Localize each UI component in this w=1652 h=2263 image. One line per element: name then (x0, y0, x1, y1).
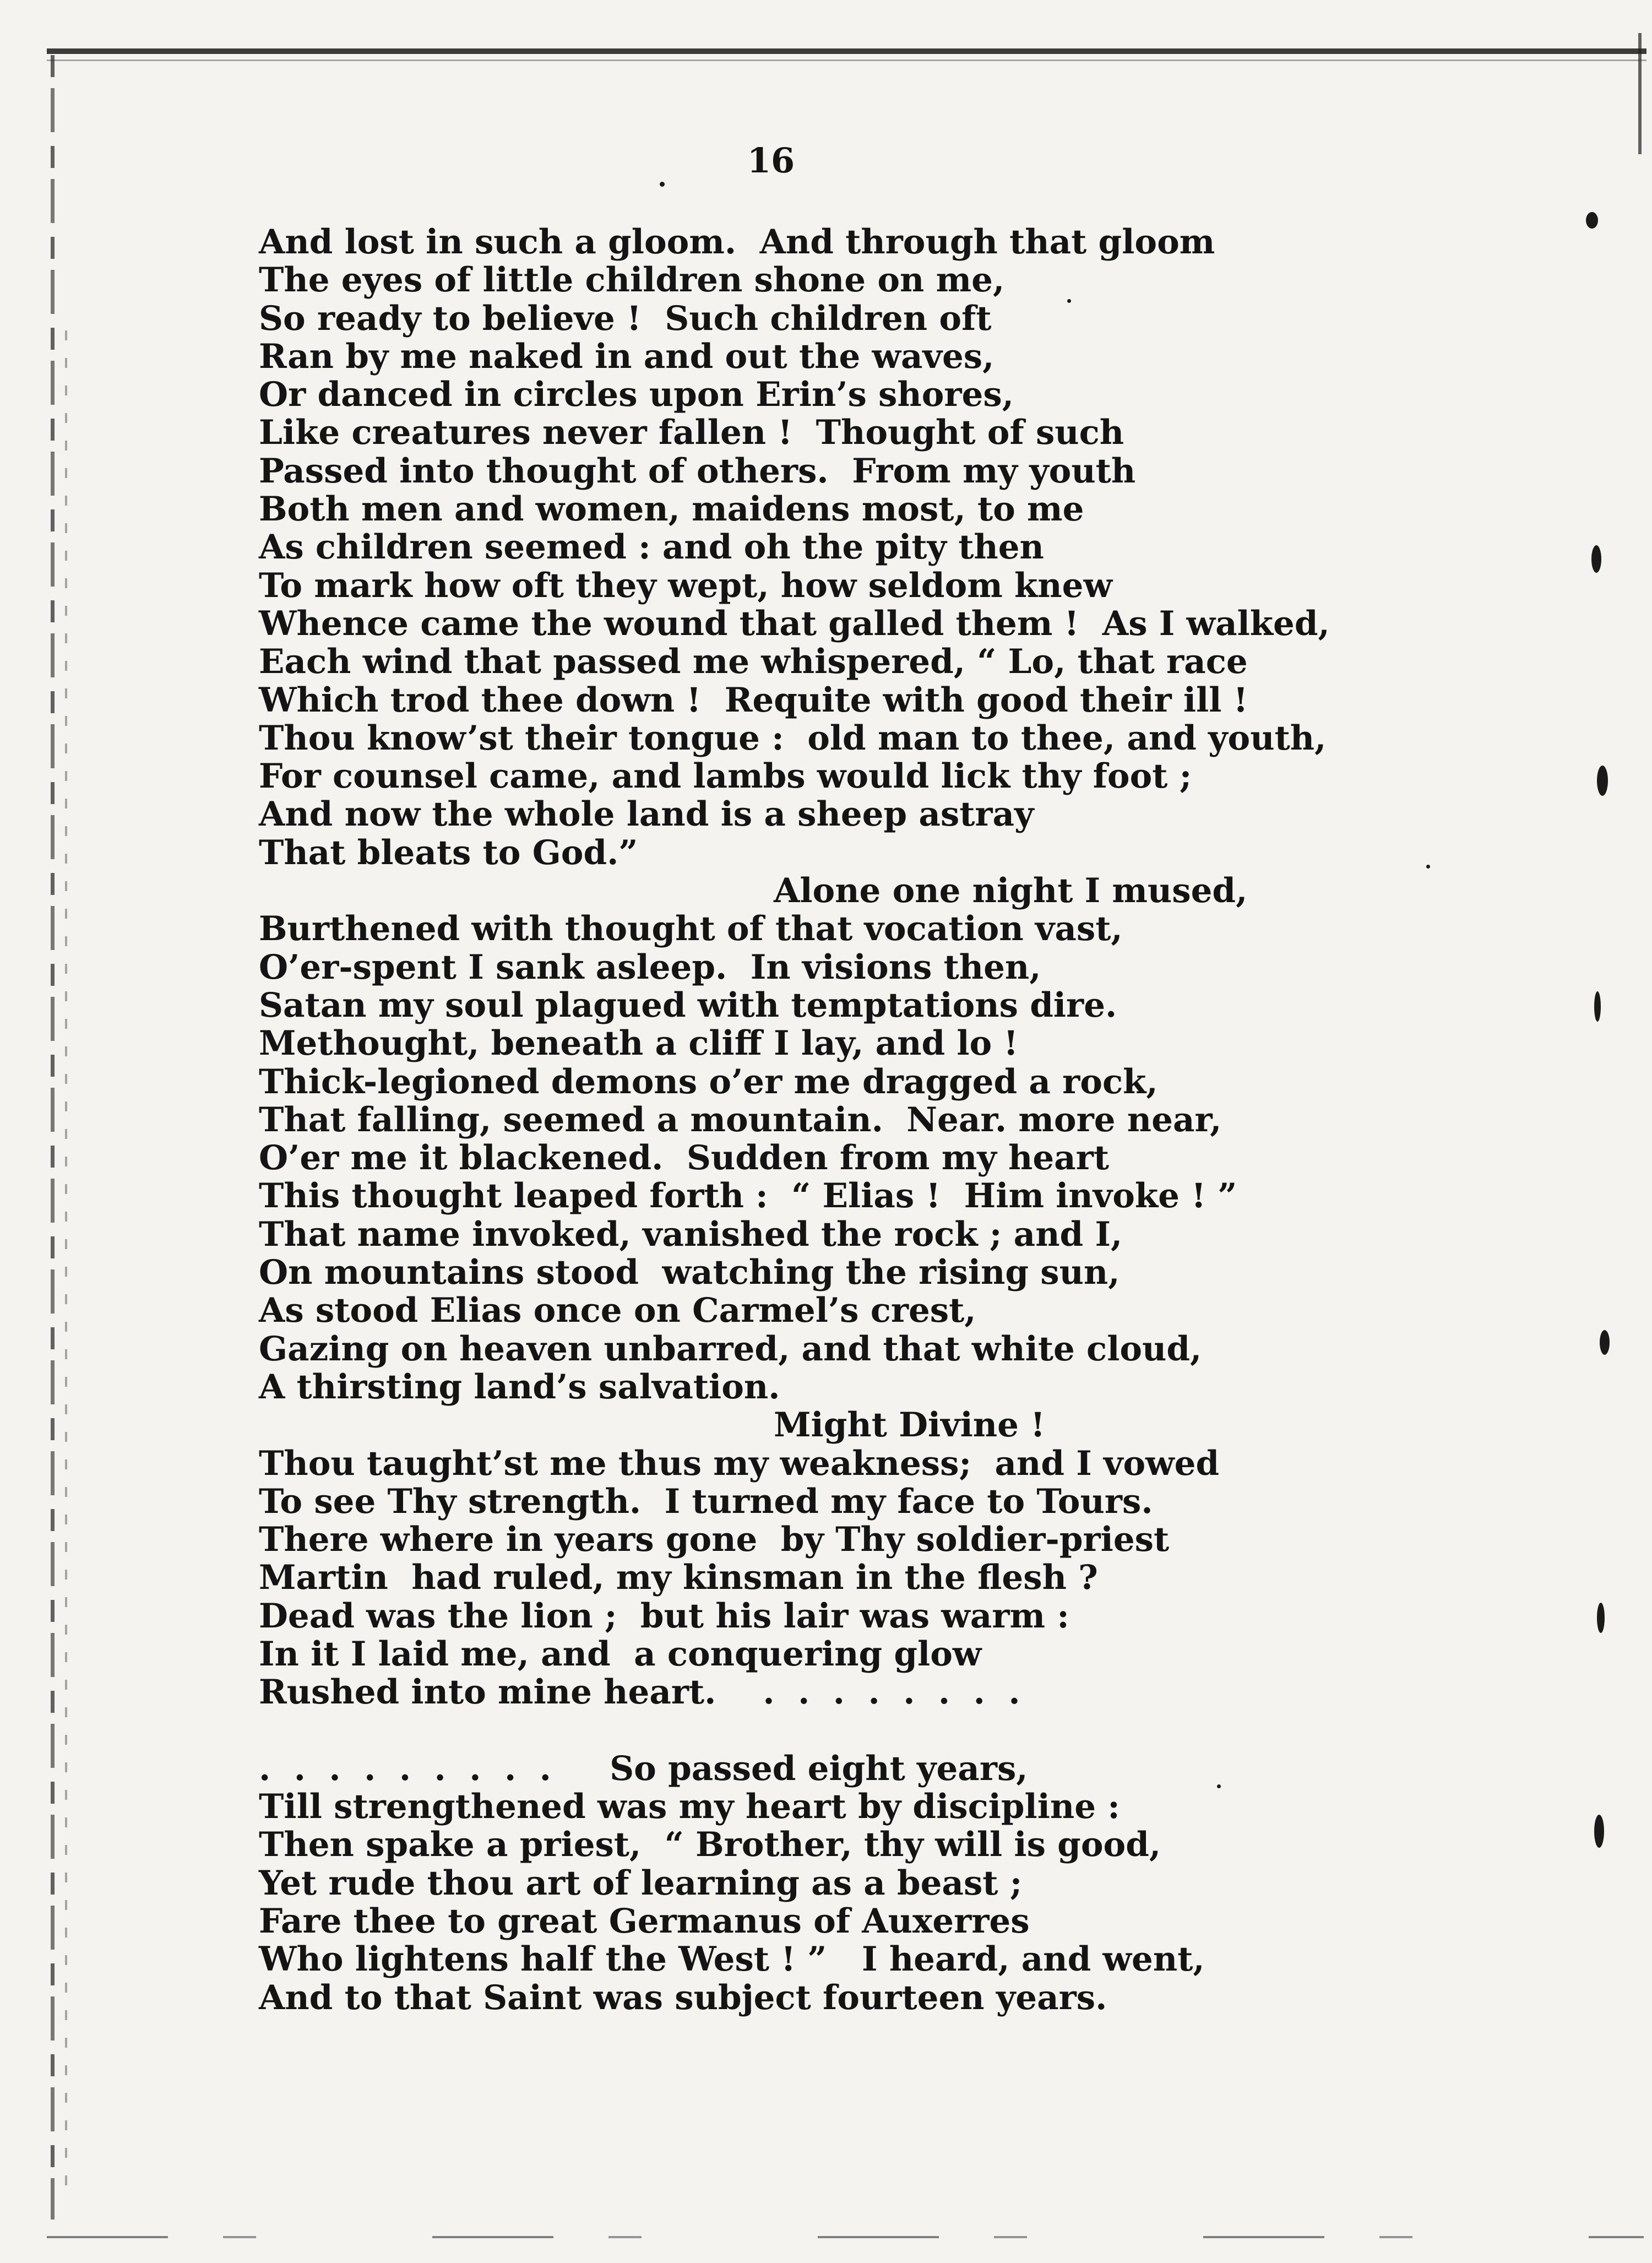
poem-line: And to that Saint was subject fourteen years. (259, 1978, 1107, 2017)
ink-speck (1586, 212, 1598, 229)
poem-line: Whence came the wound that galled them ! As I walked, (259, 604, 1330, 643)
poem-line: Both men and women, maidens most, to me (259, 490, 1084, 529)
poem-line: There where in years gone by Thy soldier-priest (259, 1520, 1170, 1560)
ink-speck (1426, 865, 1430, 869)
poem-line: Or danced in circles upon Erin’s shores, (259, 375, 1014, 415)
poem-line: Thick-legioned demons o’er me dragged a rock, (259, 1062, 1158, 1101)
poem-line: Yet rude thou art of learning as a beast ; (259, 1863, 1023, 1903)
poem-line: O’er-spent I sank asleep. In visions then, (259, 947, 1041, 987)
poem-line: So ready to believe ! Such children oft (259, 299, 992, 338)
poem-line: Then spake a priest, “ Brother, thy will is good, (259, 1825, 1161, 1865)
poem-line: Which trod thee down ! Requite with good their ill ! (259, 680, 1248, 720)
poem-line: Each wind that passed me whispered, “ Lo, that race (259, 642, 1248, 682)
poem-line: Burthened with thought of that vocation vast, (259, 909, 1123, 949)
poem-line: Ran by me naked in and out the waves, (259, 337, 995, 376)
poem-line: Like creatures never fallen ! Thought of such (259, 413, 1124, 453)
poem-line: Rushed into mine heart. . . . . . . . . (259, 1673, 1020, 1712)
ink-speck (660, 182, 665, 187)
ink-speck (1597, 1603, 1605, 1633)
poem-line: Passed into thought of others. From my youth (259, 451, 1136, 491)
page-gutter-marks (65, 330, 67, 2203)
page-number: 16 (747, 140, 795, 181)
page-border-bottom (47, 2236, 1644, 2238)
poem-line: Till strengthened was my heart by discipline : (259, 1787, 1120, 1827)
poem-line: And now the whole land is a sheep astray (259, 795, 1034, 834)
poem-line: To see Thy strength. I turned my face to Tours. (259, 1481, 1153, 1521)
poem-line: Might Divine ! (774, 1405, 1045, 1445)
page-border-top-shadow (47, 59, 1646, 61)
ink-speck (1597, 766, 1608, 796)
poem-line: Methought, beneath a cliff I lay, and lo ! (259, 1024, 1019, 1063)
poem-line: That falling, seemed a mountain. Near. more near, (259, 1100, 1222, 1139)
poem-line: Thou taught’st me thus my weakness; and I vowed (259, 1443, 1220, 1483)
poem-line: To mark how oft they wept, how seldom knew (259, 566, 1112, 605)
page-border-right (1638, 33, 1642, 154)
poem-line: This thought leaped forth : “ Elias ! Him invoke ! ” (259, 1176, 1237, 1216)
poem-line: Thou know’st their tongue : old man to thee, and youth, (259, 718, 1327, 758)
poem-line: That name invoked, vanished the rock ; and I, (259, 1214, 1123, 1254)
poem-text (259, 223, 1415, 2017)
poem-line: Gazing on heaven unbarred, and that white cloud, (259, 1329, 1202, 1369)
page-border-left (51, 55, 55, 2219)
poem-line: As children seemed : and oh the pity then (259, 528, 1044, 567)
ink-speck (1594, 991, 1601, 1022)
poem-line (259, 1712, 1415, 1750)
page-border-top (47, 48, 1646, 54)
poem-line: And lost in such a gloom. And through that gloom (259, 222, 1215, 262)
ink-speck (1591, 545, 1601, 573)
poem-line: Fare thee to great Germanus of Auxerres (259, 1902, 1030, 1941)
poem-line: For counsel came, and lambs would lick thy foot ; (259, 757, 1192, 796)
poem-line: Martin had ruled, my kinsman in the flesh ? (259, 1558, 1098, 1598)
poem-line: O’er me it blackened. Sudden from my heart (259, 1138, 1110, 1178)
poem-line: Alone one night I mused, (774, 871, 1248, 911)
poem-line: Dead was the lion ; but his lair was warm : (259, 1596, 1069, 1636)
poem-line: Satan my soul plagued with temptations dire. (259, 985, 1117, 1025)
poem-line: As stood Elias once on Carmel’s crest, (259, 1291, 976, 1331)
poem-line: On mountains stood watching the rising sun, (259, 1253, 1120, 1293)
poem-line: Who lightens half the West ! ” I heard, and went, (259, 1940, 1205, 1979)
poem-line: The eyes of little children shone on me, (259, 261, 1005, 300)
poem-line: In it I laid me, and a conquering glow (259, 1634, 982, 1674)
poem-line: That bleats to God.” (259, 833, 638, 872)
ink-speck (1594, 1815, 1604, 1848)
poem-line: A thirsting land’s salvation. (259, 1367, 780, 1407)
ink-speck (1600, 1330, 1610, 1355)
poem-line: . . . . . . . . . So passed eight years, (259, 1749, 1028, 1788)
